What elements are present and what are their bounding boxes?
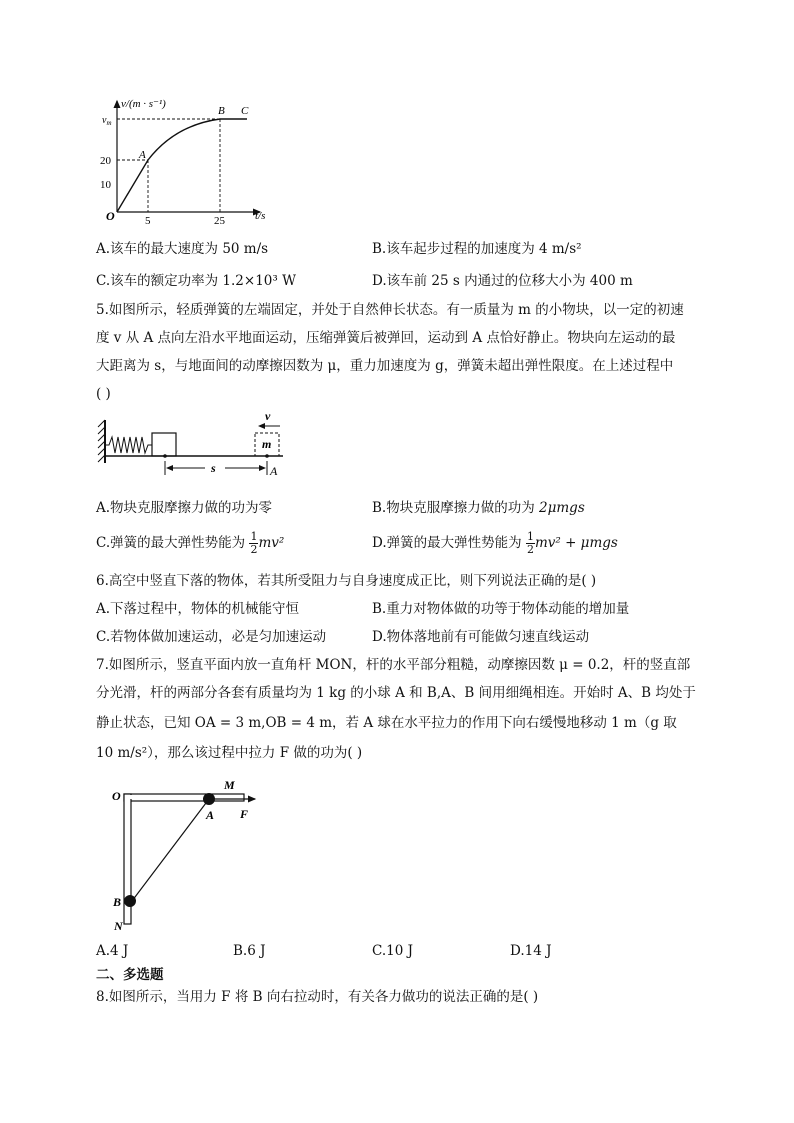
block-m-label: m [262, 437, 272, 451]
vt-curve [117, 119, 247, 212]
q7-stem-line-4: 10 m/s²），那么该过程中拉力 F 做的功为( ) [96, 745, 363, 761]
right-angle-rod-figure [100, 775, 280, 935]
q6-option-a: A.下落过程中，物体的机械能守恒 [96, 601, 300, 617]
label-f: F [240, 807, 249, 821]
fraction-denominator: 2 [250, 543, 258, 556]
point-a-label: A [139, 149, 146, 161]
q7-option-b: B.6 J [233, 943, 266, 959]
q6-option-c: C.若物体做加速运动，必是匀加速运动 [96, 629, 327, 645]
label-a: A [206, 808, 215, 822]
y-axis-label: v/(m · s⁻¹) [121, 98, 166, 110]
q8-stem: 8.如图所示，当用力 F 将 B 向右拉动时，有关各力做功的说法正确的是( ) [96, 989, 539, 1005]
fraction-denominator: 2 [526, 543, 534, 556]
q4-option-c: C.该车的额定功率为 1.2×10³ W [96, 273, 296, 289]
origin-label: O [106, 209, 115, 223]
vt-graph-figure [95, 95, 285, 225]
tick-5: 5 [145, 215, 151, 225]
q5-option-d-expr: mv² + μmgs [534, 535, 618, 551]
point-c-label: C [241, 105, 249, 117]
vm-label: $v_m$ [102, 115, 112, 127]
q7-option-d: D.14 J [510, 943, 552, 959]
string [132, 799, 209, 901]
label-b: B [113, 895, 122, 909]
spring-end-block [152, 433, 176, 456]
q6-option-b: B.重力对物体做的功等于物体动能的增加量 [372, 601, 630, 617]
q5-stem-line-3: 大距离为 s，与地面间的动摩擦因数为 μ，重力加速度为 g，弹簧未超出弹性限度。在上述过程中 [96, 358, 674, 374]
ball-a [203, 793, 215, 805]
q5-option-b-prefix: B.物块克服摩擦力做的功为 [372, 500, 540, 516]
point-b-label: B [218, 105, 225, 117]
section-title: 二、多选题 [96, 967, 164, 983]
q4-option-a: A.该车的最大速度为 50 m/s [96, 241, 269, 257]
wall-hatch [98, 420, 105, 462]
q5-option-c-expr: mv² [258, 535, 285, 551]
q5-option-c-prefix: C.弹簧的最大弹性势能为 [96, 535, 250, 551]
spring-end-dot [163, 454, 167, 458]
q4-option-b: B.该车起步过程的加速度为 4 m/s² [372, 241, 582, 257]
tick-20: 20 [100, 155, 111, 167]
q6-option-d: D.物体落地前有可能做匀速直线运动 [372, 629, 590, 645]
q7-stem-line-2: 分光滑，杆的两部分各套有质量均为 1 kg 的小球 A 和 B,A、B 间用细绳相连。开始时 A、B 均处于 [96, 685, 696, 701]
q5-option-d-prefix: D.弹簧的最大弹性势能为 [372, 535, 526, 551]
tick-25: 25 [214, 215, 225, 225]
point-a-label: A [270, 464, 278, 477]
q5-option-b-expr: 2μmgs [539, 500, 585, 516]
q7-option-c: C.10 J [372, 943, 414, 959]
velocity-label: v [265, 409, 271, 423]
q4-option-d: D.该车前 25 s 内通过的位移大小为 400 m [372, 273, 633, 289]
q5-option-b [372, 499, 585, 517]
label-o: O [112, 789, 121, 803]
spring [105, 437, 152, 453]
q5-option-c [96, 531, 284, 556]
spring-block-figure [95, 405, 295, 477]
q5-stem-line-2: 度 v 从 A 点向左沿水平地面运动，压缩弹簧后被弹回，运动到 A 点恰好静止。物块向左运动的最 [96, 330, 676, 346]
q5-option-a: A.物块克服摩擦力做的功为零 [96, 500, 273, 516]
ball-b [124, 895, 136, 907]
q5-option-d [372, 531, 618, 556]
q7-option-a: A.4 J [96, 943, 129, 959]
q5-option-d-fraction [526, 531, 535, 556]
s-label: s [211, 461, 216, 475]
fraction-numerator: 1 [250, 530, 258, 543]
q5-stem-line-1: 5.如图所示，轻质弹簧的左端固定，并处于自然伸长状态。有一质量为 m 的小物块，以一定的初速 [96, 302, 684, 318]
label-n: N [114, 919, 123, 933]
fraction-numerator: 1 [526, 530, 534, 543]
x-axis-label: t/s [255, 210, 266, 222]
label-m: M [224, 778, 235, 792]
q7-stem-line-1: 7.如图所示，竖直平面内放一直角杆 MON，杆的水平部分粗糙，动摩擦因数 μ = 0.2，杆的竖直部 [96, 657, 691, 673]
tick-10: 10 [100, 179, 111, 191]
q7-stem-line-3: 静止状态，已知 OA = 3 m,OB = 4 m，若 A 球在水平拉力的作用下向右缓慢地移动 1 m（g 取 [96, 715, 677, 731]
q6-stem: 6.高空中竖直下落的物体，若其所受阻力与自身速度成正比，则下列说法正确的是( ) [96, 573, 597, 589]
point-a-dot [265, 454, 269, 458]
q5-stem-line-4: ( ) [96, 386, 111, 402]
